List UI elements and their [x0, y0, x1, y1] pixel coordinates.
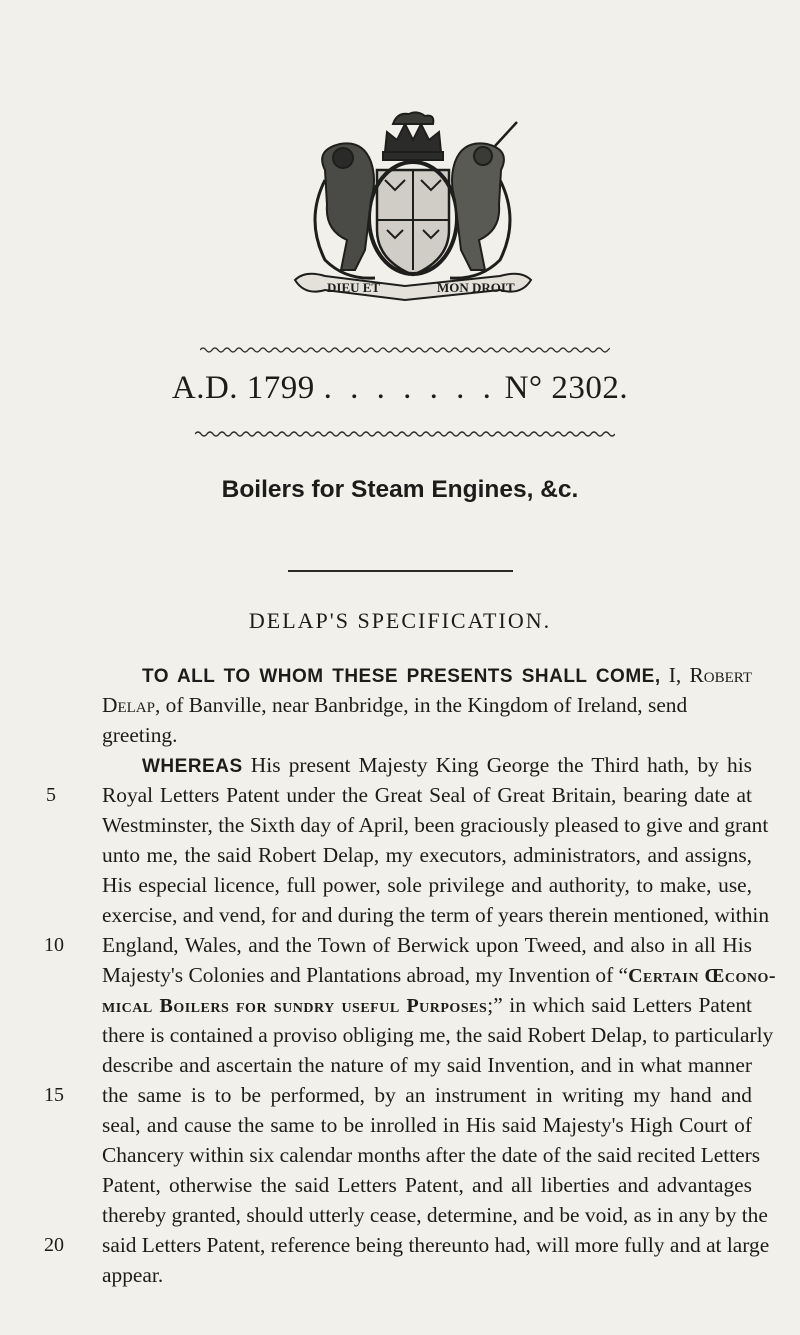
body-line-12: mical Boilers for sundry useful Purposes;” in which said Letters Patent — [102, 993, 752, 1017]
body-line-7: unto me, the said Robert Delap, my executors, administrators, and assigns, — [102, 843, 752, 867]
patent-year: A.D. 1799 — [171, 370, 315, 406]
svg-text:MON DROIT: MON DROIT — [437, 280, 515, 295]
patent-number-header — [0, 370, 800, 407]
body-line-14: describe and ascertain the nature of my said Invention, and in what manner — [102, 1053, 752, 1077]
body-line-3: greeting. — [102, 723, 178, 747]
line-number: 5 — [46, 784, 56, 806]
patent-number: N° 2302. — [504, 370, 629, 406]
body-line-19: thereby granted, should utterly cease, determine, and be void, as in any by the — [102, 1203, 768, 1227]
patent-subject: Boilers for Steam Engines, &c. — [221, 476, 579, 503]
section-divider — [288, 570, 513, 572]
body-line-9: exercise, and vend, for and during the term of years therein mentioned, within — [102, 903, 770, 927]
body-line-5: Royal Letters Patent under the Great Seal of Great Britain, bearing date at — [102, 783, 752, 807]
line-number: 15 — [44, 1084, 64, 1106]
body-line-18: Patent, otherwise the said Letters Patent, and all liberties and advantages — [102, 1173, 752, 1197]
royal-coat-of-arms-icon — [285, 110, 540, 305]
svg-text:DIEU ET: DIEU ET — [327, 280, 381, 295]
specification-title: DELAP'S SPECIFICATION. — [248, 608, 552, 633]
body-line-4: WHEREAS His present Majesty King George the Third hath, by his — [142, 753, 752, 777]
body-line-13: there is contained a proviso obliging me, the said Robert Delap, to particularly — [102, 1023, 774, 1047]
body-line-20: said Letters Patent, reference being thereunto had, will more fully and at large — [102, 1233, 770, 1257]
body-line-15: the same is to be performed, by an instrument in writing my hand and — [102, 1083, 752, 1107]
ornamental-rule-top — [200, 346, 610, 354]
body-line-1: TO ALL TO WHOM THESE PRESENTS SHALL COME, I, Robert — [142, 663, 753, 687]
body-line-16: seal, and cause the same to be inrolled in His said Majesty's High Court of — [102, 1113, 752, 1137]
body-line-6: Westminster, the Sixth day of April, been graciously pleased to give and grant — [102, 813, 769, 837]
body-line-10: England, Wales, and the Town of Berwick upon Tweed, and also in all His — [102, 933, 752, 957]
body-line-2: Delap, of Banville, near Banbridge, in the Kingdom of Ireland, send — [102, 693, 688, 717]
body-line-8: His especial licence, full power, sole privilege and authority, to make, use, — [102, 873, 752, 897]
ornamental-rule-bottom — [195, 430, 615, 438]
body-line-17: Chancery within six calendar months after the date of the said recited Letters — [102, 1143, 761, 1167]
body-line-21: appear. — [102, 1263, 164, 1287]
body-line-11: Majesty's Colonies and Plantations abroad, my Invention of “Certain Œcono- — [102, 963, 777, 987]
line-number: 10 — [44, 934, 64, 956]
leader-dots: . . . . . . . — [323, 370, 496, 406]
line-number: 20 — [44, 1234, 64, 1256]
